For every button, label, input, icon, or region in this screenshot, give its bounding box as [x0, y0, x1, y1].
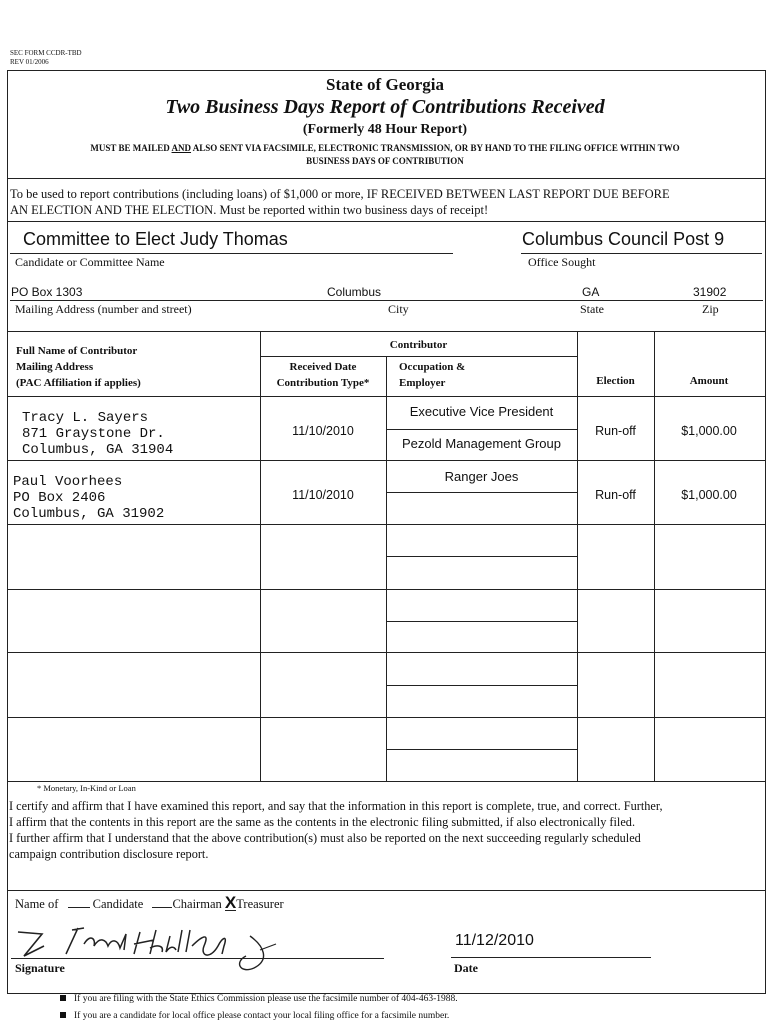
header-mailing-address: Mailing Address — [16, 361, 94, 373]
employer: Pezold Management Group — [402, 436, 561, 451]
mail-notice-line2: BUSINESS DAYS OF CONTRIBUTION — [306, 156, 464, 166]
certification-line3: I further affirm that I understand that the above contribution(s) must also be reported on the next succeeding regularly scheduled — [9, 831, 641, 845]
header-employer: Employer — [399, 377, 446, 389]
certification-line1: I certify and affirm that I have examined this report, and say that the information in this report is complete, true, and correct. Further, — [9, 799, 663, 813]
header-pac-affiliation: (PAC Affiliation if applies) — [16, 377, 141, 389]
date-label: Date — [454, 961, 478, 975]
office-sought-label: Office Sought — [528, 255, 596, 269]
received-date: 11/10/2010 — [292, 488, 354, 502]
header-contributor: Contributor — [389, 339, 448, 351]
committee-name: Committee to Elect Judy Thomas — [23, 229, 288, 249]
chairman-option: Chairman — [172, 897, 222, 911]
mail-notice — [0, 143, 770, 153]
occupation: Executive Vice President — [409, 404, 554, 419]
certification-text — [9, 798, 663, 862]
header-occupation: Occupation & — [399, 361, 466, 373]
state-heading: State of Georgia — [325, 75, 445, 94]
mail-notice-part1: MUST BE MAILED — [90, 143, 170, 153]
mailing-address-label: Mailing Address (number and street) — [15, 302, 192, 316]
state-value: GA — [582, 285, 600, 299]
table-row — [22, 410, 173, 458]
certification-line4: campaign contribution disclosure report. — [9, 847, 209, 861]
bullet-icon — [60, 1012, 66, 1018]
formerly-subtitle: (Formerly 48 Hour Report) — [302, 122, 468, 137]
treasurer-option: Treasurer — [236, 897, 284, 911]
amount: $1,000.00 — [681, 488, 737, 502]
contributor-name: Tracy L. Sayers — [22, 410, 149, 426]
header-received-date-label: Received Date — [289, 361, 357, 373]
form-code: SEC FORM CCDR-TBD — [10, 49, 82, 57]
header-contributor-name — [16, 343, 141, 391]
contributor-address: 871 Graystone Dr. — [22, 426, 165, 442]
form-revision: REV 01/2006 — [10, 58, 49, 66]
election-type: Run-off — [595, 424, 636, 438]
election-type: Run-off — [595, 488, 636, 502]
zip-value: 31902 — [693, 285, 727, 299]
usage-text-line2: AN ELECTION AND THE ELECTION. Must be reported within two business days of receipt! — [10, 203, 489, 217]
note2-text: If you are a candidate for local office please contact your local filing office for a facsimile number. — [74, 1011, 450, 1021]
committee-name-label: Candidate or Committee Name — [15, 255, 165, 269]
table-row — [13, 474, 164, 522]
name-of-label: Name of — [15, 897, 59, 911]
signature-label: Signature — [15, 961, 65, 975]
header-full-name: Full Name of Contributor — [16, 345, 138, 357]
contributor-address: PO Box 2406 — [13, 490, 106, 506]
amount: $1,000.00 — [681, 424, 737, 438]
page-title: Two Business Days Report of Contributions Received — [165, 96, 605, 118]
header-occupation-employer — [399, 359, 465, 391]
mail-notice-and: AND — [171, 143, 192, 153]
header-election: Election — [596, 375, 635, 387]
candidate-option: Candidate — [92, 897, 144, 911]
received-date: 11/10/2010 — [292, 424, 354, 438]
note1-text: If you are filing with the State Ethics Commission please use the facsimile number of 404-463-1988. — [74, 994, 458, 1004]
signer-role-line — [15, 893, 284, 912]
note-state-ethics — [60, 994, 458, 1004]
treasurer-check-mark: X — [224, 893, 237, 912]
state-label: State — [580, 302, 604, 316]
occupation: Ranger Joes — [444, 469, 519, 484]
contributor-city: Columbus, GA 31904 — [22, 442, 174, 458]
signature-date: 11/12/2010 — [455, 932, 534, 949]
bullet-icon — [60, 995, 66, 1001]
certification-line2: I affirm that the contents in this report are the same as the contents in the electronic filing submitted, if also electronically filed. — [9, 815, 636, 829]
note-local-office — [60, 1011, 449, 1021]
mail-notice-part2: ALSO SENT VIA FACSIMILE, ELECTRONIC TRANSMISSION, OR BY HAND TO THE FILING OFFICE WITHIN TWO — [192, 143, 680, 153]
mailing-address-value: PO Box 1303 — [11, 285, 83, 299]
zip-label: Zip — [702, 302, 719, 316]
footnote: * Monetary, In-Kind or Loan — [37, 783, 136, 793]
contributor-city: Columbus, GA 31902 — [13, 506, 165, 522]
office-sought: Columbus Council Post 9 — [522, 229, 725, 249]
header-contribution-type: Contribution Type* — [276, 377, 370, 389]
header-amount: Amount — [689, 375, 729, 387]
city-label: City — [388, 302, 409, 316]
contributor-name: Paul Voorhees — [13, 474, 123, 490]
usage-text-line1: To be used to report contributions (including loans) of $1,000 or more, IF RECEIVED BETWEEN LAST REPORT DUE BEFORE — [10, 187, 670, 201]
header-received-date — [260, 359, 386, 391]
city-value: Columbus — [327, 285, 382, 299]
